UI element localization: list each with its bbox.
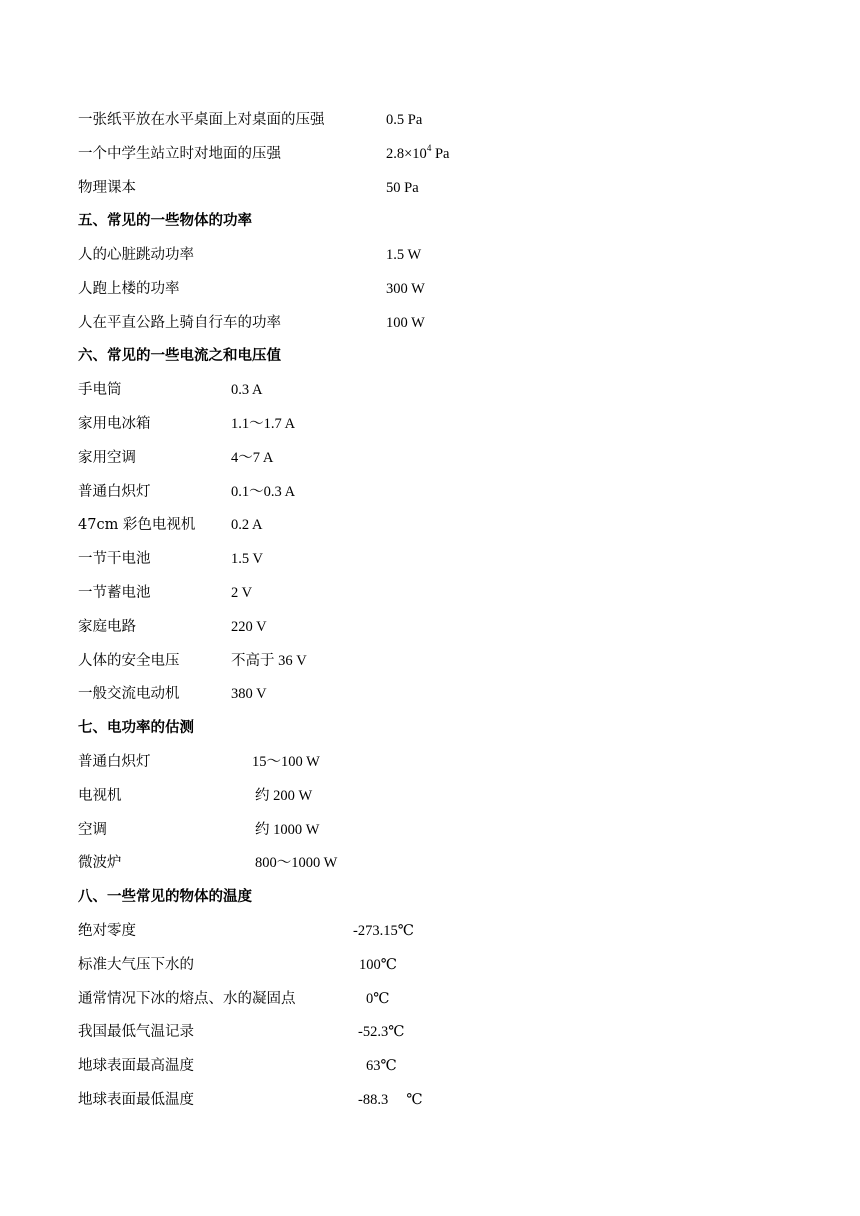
row-label: 一张纸平放在水平桌面上对桌面的压强 — [78, 112, 325, 128]
row-label: 物理课本 — [78, 180, 136, 196]
electric-power-row — [78, 783, 678, 809]
section-heading: 五、常见的一些物体的功率 — [78, 212, 252, 229]
section-heading: 七、电功率的估测 — [78, 719, 194, 736]
row-value: -273.15℃ — [353, 923, 414, 939]
section-heading: 八、一些常见的物体的温度 — [78, 888, 252, 905]
row-value: 1.1～1.7 A — [231, 416, 296, 432]
row-label: 一节干电池 — [78, 551, 151, 567]
row-value: 50 Pa — [386, 180, 419, 196]
row-value: 220 V — [231, 619, 267, 635]
row-value: 1.5 V — [231, 551, 263, 567]
row-value: 100 W — [386, 315, 425, 331]
row-label: 通常情况下冰的熔点、水的凝固点 — [78, 991, 296, 1007]
row-value: 0.3 A — [231, 382, 263, 398]
row-label: 空调 — [78, 822, 107, 838]
row-label: 地球表面最高温度 — [78, 1058, 194, 1074]
row-value: 300 W — [386, 281, 425, 297]
row-value: 1.5 W — [386, 247, 422, 263]
row-value: 约 1000 W — [255, 822, 320, 838]
power-row — [78, 276, 678, 302]
row-label: 电视机 — [78, 788, 122, 804]
row-label: 47cm 彩色电视机 — [78, 517, 196, 533]
row-label: 地球表面最低温度 — [78, 1092, 194, 1108]
row-value: 15～100 W — [252, 754, 320, 770]
value-base: 2.8×10 — [386, 146, 427, 162]
current-row — [78, 479, 678, 505]
temperature-row — [78, 952, 678, 978]
electric-power-row — [78, 817, 678, 843]
voltage-row — [78, 681, 678, 707]
row-label: 手电筒 — [78, 382, 122, 398]
temperature-row — [78, 1053, 678, 1079]
current-row — [78, 411, 678, 437]
row-label: 普通白炽灯 — [78, 754, 151, 770]
current-row — [78, 377, 678, 403]
pressure-row — [78, 175, 678, 201]
value-exponent: 4 — [426, 143, 432, 154]
temperature-row — [78, 986, 678, 1012]
temperature-row — [78, 918, 678, 944]
row-label: 一个中学生站立时对地面的压强 — [78, 146, 281, 162]
row-value: 100℃ — [359, 957, 397, 973]
row-value: 63℃ — [366, 1058, 397, 1074]
electric-power-row — [78, 749, 678, 775]
value-unit: Pa — [431, 146, 450, 162]
row-value: 800～1000 W — [255, 855, 338, 871]
row-label: 绝对零度 — [78, 923, 136, 939]
voltage-row — [78, 580, 678, 606]
row-label: 我国最低气温记录 — [78, 1024, 194, 1040]
row-label: 微波炉 — [78, 855, 122, 871]
row-value: -52.3℃ — [358, 1024, 405, 1040]
row-label: 标准大气压下水的 — [78, 957, 194, 973]
row-value: 4～7 A — [231, 450, 274, 466]
voltage-row — [78, 648, 678, 674]
temperature-row — [78, 1019, 678, 1045]
row-label: 普通白炽灯 — [78, 484, 151, 500]
power-row — [78, 310, 678, 336]
section-heading: 六、常见的一些电流之和电压值 — [78, 347, 281, 364]
row-label: 家用电冰箱 — [78, 416, 151, 432]
power-row — [78, 242, 678, 268]
row-label: 一节蓄电池 — [78, 585, 151, 601]
current-row — [78, 445, 678, 471]
row-label: 人跑上楼的功率 — [78, 281, 180, 297]
row-value: 0℃ — [366, 991, 390, 1007]
row-value: -88.3 ℃ — [358, 1092, 423, 1108]
row-value: 约 200 W — [255, 788, 313, 804]
electric-power-row — [78, 850, 678, 876]
row-value: 0.1～0.3 A — [231, 484, 296, 500]
row-label: 人的心脏跳动功率 — [78, 247, 194, 263]
row-value: 380 V — [231, 686, 267, 702]
temperature-row — [78, 1087, 678, 1113]
current-row — [78, 512, 678, 538]
row-value: 2 V — [231, 585, 253, 601]
row-label: 人在平直公路上骑自行车的功率 — [78, 315, 281, 331]
row-label: 家用空调 — [78, 450, 136, 466]
row-label: 人体的安全电压 — [78, 653, 180, 669]
row-value: 0.2 A — [231, 517, 263, 533]
row-value: 不高于 36 V — [231, 653, 307, 669]
row-value — [386, 141, 449, 167]
row-label: 家庭电路 — [78, 619, 136, 635]
pressure-row — [78, 141, 678, 167]
voltage-row — [78, 546, 678, 572]
row-label: 一般交流电动机 — [78, 686, 180, 702]
voltage-row — [78, 614, 678, 640]
row-value: 0.5 Pa — [386, 112, 423, 128]
pressure-row — [78, 107, 678, 133]
